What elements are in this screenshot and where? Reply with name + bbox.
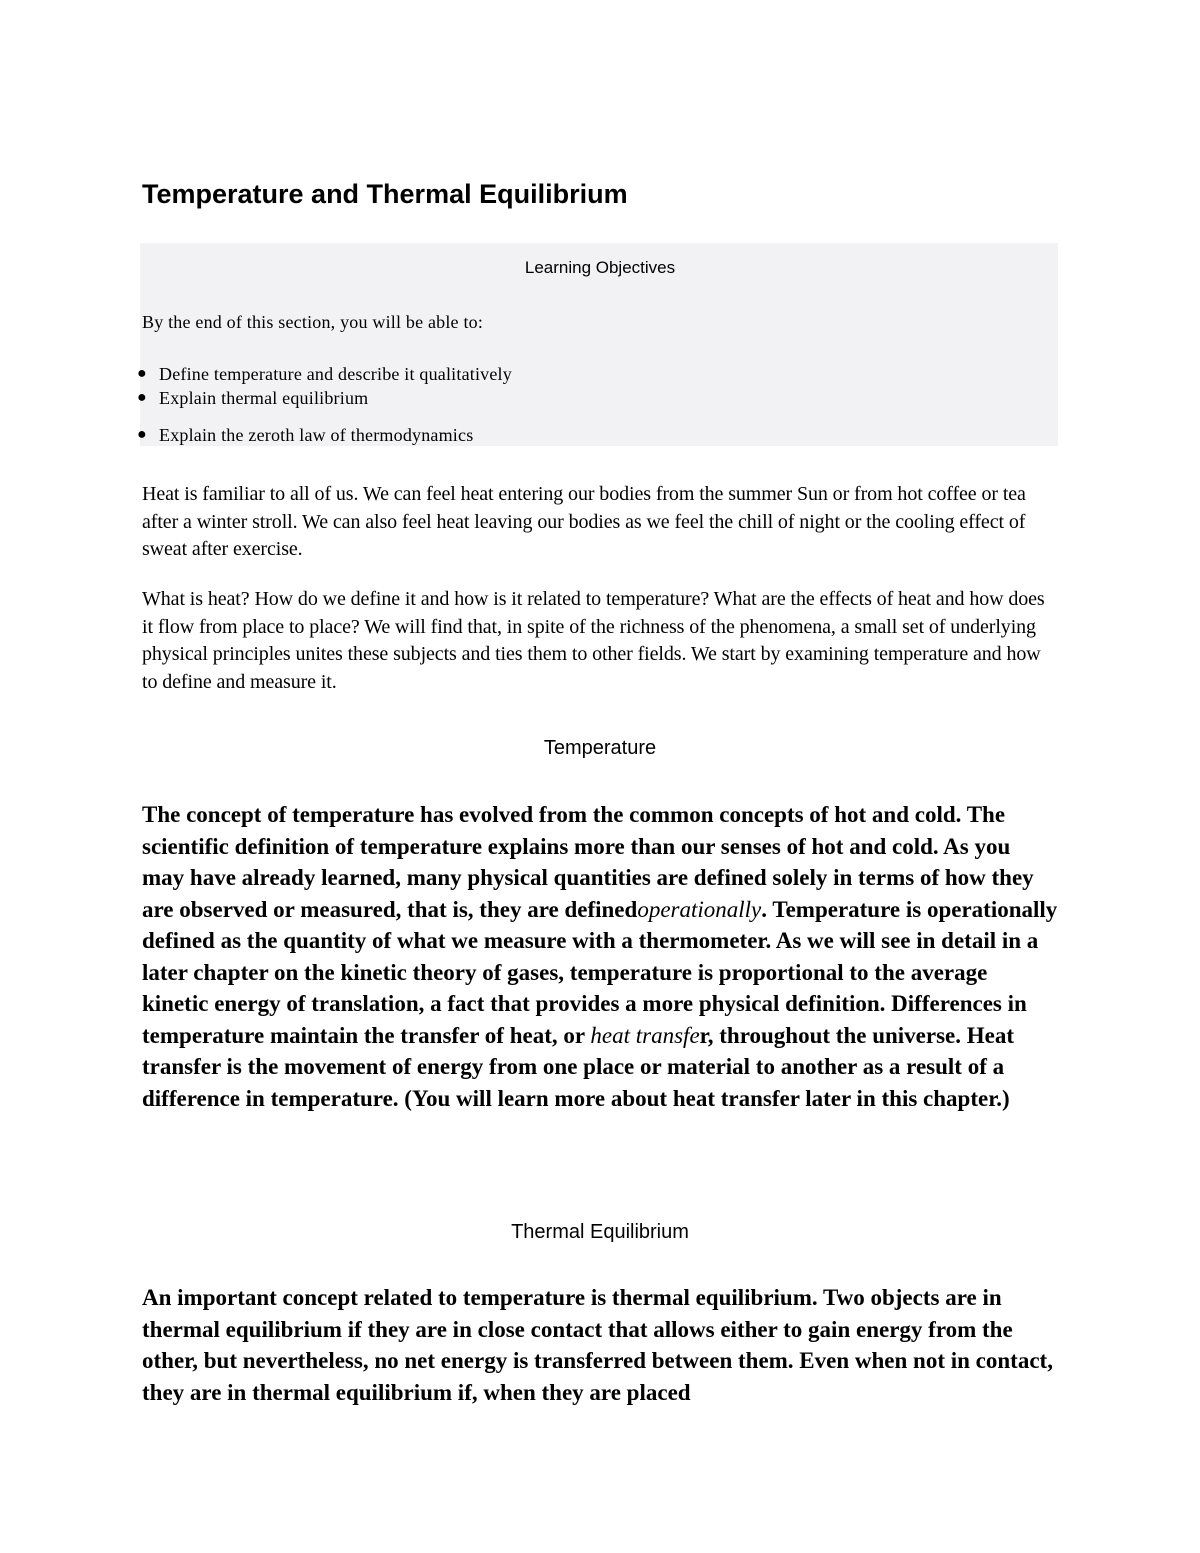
bullet-icon: ● (137, 365, 147, 382)
bullet-icon: ● (137, 389, 147, 406)
paragraph-text: . (761, 896, 773, 922)
thermal-equilibrium-paragraph: An important concept related to temperature is thermal equilibrium. Two objects are in thermal equilibrium if they are in close contact that allows either to gain energy from the other, but nevertheless, no net energy is transferred between them. Even when not in contact, they are in thermal equilibrium if, when they are placed (142, 1285, 1053, 1405)
document-title: Temperature and Thermal Equilibrium (142, 179, 628, 209)
intro-paragraph: Heat is familiar to all of us. We can feel heat entering our bodies from the summer Sun or from hot coffee or tea after a winter stroll. We can also feel heat leaving our bodies as we feel the chill of night or the cooling effect of sweat after exercise. (142, 483, 1026, 560)
intro-paragraph: What is heat? How do we define it and how is it related to temperature? What are the effects of heat and how does it flow from place to place? We will find that, in spite of the richness of the phenomena, a small set of underlying physical principles unites these subjects and ties them to other fields. We start by examining temperature and how to define and measure it. (142, 588, 1045, 693)
paragraph-text: is operationally defined as the quantity of what we measure with a thermometer. As we will see in detail in a later chapter on the kinetic theory of gases, temperature is proportional to the average kinetic energy of translation, a fact that provides a more physical definition. Differences in temperature maintain the transfer of heat, or (142, 896, 1058, 1048)
bold-term: Heat transfer (142, 1022, 1015, 1079)
list-item (137, 386, 369, 410)
thermal-equilibrium-heading: Thermal Equilibrium (511, 1221, 689, 1243)
italic-term: heat transfe (590, 1022, 700, 1048)
list-item (137, 423, 474, 447)
paragraph-text: The concept of temperature has evolved from the common concepts of hot and cold. The scientific definition of temperature explains more than our senses of hot and cold. As you may have already learned, many physical quantities are defined solely in terms of how they are observed or measured, that is, they are defined (142, 802, 1034, 922)
paragraph-text: is the movement of energy from one place or material to another as a result of a difference in temperature. (You will learn more about heat transfer later in this chapter.) (142, 1054, 1010, 1111)
bold-term: Temperature (772, 896, 901, 922)
list-item-text: Define temperature and describe it qualitatively (159, 364, 512, 384)
list-item-text: Explain the zeroth law of thermodynamics (159, 425, 474, 445)
paragraph-text: r, throughout the universe. (699, 1022, 967, 1048)
italic-term: operationally (637, 896, 762, 922)
list-item (137, 362, 512, 386)
learning-objectives-heading: Learning Objectives (524, 258, 676, 277)
temperature-paragraph (142, 799, 1058, 1114)
bullet-icon: ● (137, 426, 147, 443)
learning-objectives-intro: By the end of this section, you will be able to: (142, 312, 484, 332)
list-item-text: Explain thermal equilibrium (159, 388, 369, 408)
temperature-heading: Temperature (543, 737, 657, 759)
